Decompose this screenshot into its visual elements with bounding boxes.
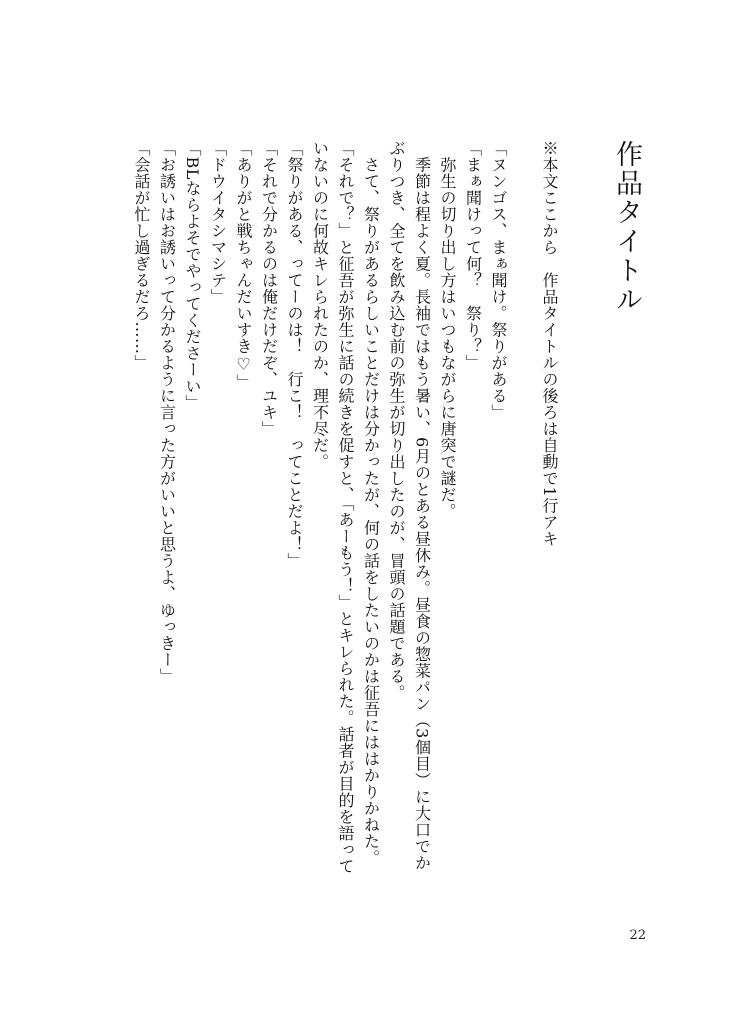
body-line: 「会話が忙し過ぎるだろ……」 xyxy=(132,140,151,371)
body-line: 「それで分かるのは俺だけだぞ、ユキ」 xyxy=(259,140,279,437)
body-line: ※本文ここから 作品タイトルの後ろは自動で1行アキ xyxy=(540,140,559,547)
body-line: 「ありがと戦ちゃんだいすき♡」 xyxy=(234,140,253,391)
body-line: 「まぁ聞けって何？ 祭り？」 xyxy=(463,140,483,371)
blank-line xyxy=(511,140,537,880)
body-line: 「BLならよそでやってくださーい」 xyxy=(183,140,202,411)
body-line: 「それで？」と征吾が弥生に話の続きを促すと、「あーもう！」とキレられた。話者が目的を語っていないのに何故キレられたのか、理不尽だ。 xyxy=(310,140,355,875)
body-line: さて、祭りがあるらしいことだけは分かったが、何の話をしたいのかは征吾にははかりかねた。 xyxy=(361,140,381,866)
body-text xyxy=(129,140,563,880)
body-line: 弥生の切り出し方はいつもながらに唐突で謎だ。 xyxy=(438,140,457,520)
page-number: 22 xyxy=(629,928,646,943)
body-line: 「お誘いはお誘いって分かるように言った方がいいと思うよ、ゆっきー」 xyxy=(157,140,177,685)
body-line: 「ドウイタシマシテ」 xyxy=(208,140,228,305)
body-line: 季節は程よく夏。長袖ではもう暑い、6月のとある昼休み。昼食の惣菜パン（3個目）に大口でかぶりつき、全てを飲み込む前の弥生が切り出したのが、冒頭の話題である。 xyxy=(387,140,432,871)
body-line: 「祭りがある、ってーのは！ 行こ！ ってことだよ！」 xyxy=(285,140,304,569)
body-line: 「ヌンゴス、まぁ聞け。祭りがある」 xyxy=(489,140,508,421)
work-title: 作品タイトル xyxy=(611,140,642,314)
